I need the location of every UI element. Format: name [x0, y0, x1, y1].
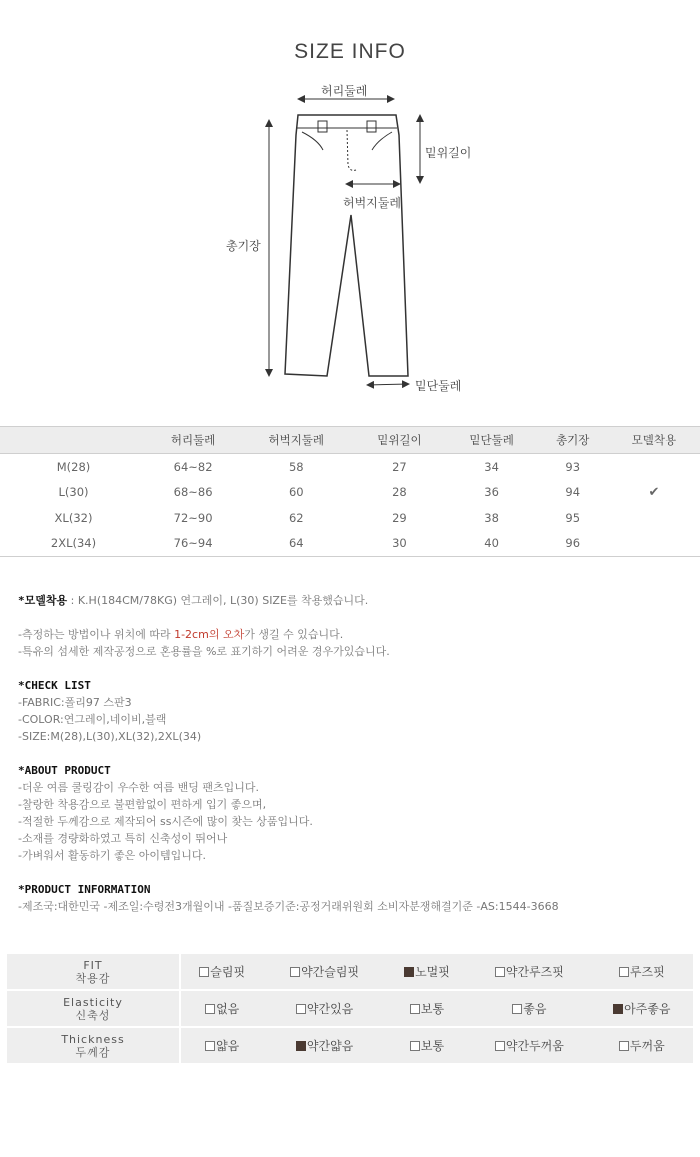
cell-thigh: 60 — [288, 485, 304, 500]
measure-note — [18, 626, 688, 643]
cell-rise: 27 — [392, 459, 407, 474]
cell-size: 2XL(34) — [0, 531, 147, 557]
check-icon: ✔ — [648, 484, 660, 500]
header-model: 모델착용 — [608, 427, 700, 454]
header-thigh: 허벅지둘레 — [239, 427, 353, 454]
cell-hem: 38 — [484, 510, 499, 525]
header-rise: 밑위길이 — [353, 427, 445, 454]
cell-waist: 76~94 — [147, 531, 239, 557]
table-row — [0, 505, 700, 531]
thickness-label-en: Thickness — [61, 1032, 125, 1046]
option-label: 노멀핏 — [415, 965, 450, 979]
elasticity-option — [263, 991, 385, 1028]
option-label: 루즈핏 — [629, 965, 665, 979]
checkbox-checked-icon — [296, 1041, 306, 1051]
thickness-label — [7, 1028, 181, 1065]
thickness-option — [591, 1028, 693, 1065]
elasticity-row — [7, 991, 693, 1028]
option-label: 약간있음 — [306, 1002, 354, 1016]
cell-model — [608, 531, 700, 557]
checkbox-icon — [410, 1004, 420, 1014]
checkbox-icon — [512, 1004, 522, 1014]
cell-thigh: 62 — [288, 510, 304, 525]
thickness-option — [386, 1028, 468, 1065]
option-label: 슬림핏 — [210, 965, 246, 979]
model-text: : K.H(184CM/78KG) 연그레이, L(30) SIZE를 착용했습니다. — [67, 594, 369, 607]
elasticity-label-en: Elasticity — [63, 995, 123, 1009]
fit-label-ko: 착용감 — [75, 971, 111, 985]
thickness-option — [181, 1028, 263, 1065]
cell-hem: 40 — [446, 531, 538, 557]
pants-diagram — [0, 70, 700, 400]
fit-label — [7, 954, 181, 991]
cell-waist: 72~90 — [173, 510, 213, 525]
check-item-size: -SIZE:M(28),L(30),XL(32),2XL(34) — [18, 730, 202, 743]
fit-option — [591, 954, 693, 991]
measure-text-end: 가 생길 수 있습니다. — [244, 628, 344, 641]
product-notes — [18, 592, 688, 915]
checkbox-icon — [619, 1041, 629, 1051]
cell-size: L(30) — [58, 485, 89, 500]
fit-option — [468, 954, 590, 991]
fit-table — [7, 954, 693, 1065]
cell-length: 96 — [538, 531, 608, 557]
page-title: SIZE INFO — [294, 40, 406, 63]
elasticity-label-ko: 신축성 — [75, 1008, 111, 1022]
option-label: 약간얇음 — [306, 1039, 354, 1053]
table-row — [0, 454, 700, 480]
about-item: -찰랑한 착용감으로 불편함없이 편하게 입기 좋으며, — [18, 798, 267, 811]
fit-option — [263, 954, 385, 991]
about-item: -소재를 경량화하였고 특히 신축성이 뛰어나 — [18, 832, 228, 845]
checkbox-icon — [199, 967, 209, 977]
thickness-option — [468, 1028, 590, 1065]
elasticity-option — [591, 991, 693, 1028]
checkbox-icon — [205, 1041, 215, 1051]
rise-label: 밑위길이 — [425, 146, 472, 160]
option-label: 얇음 — [216, 1039, 240, 1053]
fit-label-en: FIT — [83, 958, 103, 972]
about-item: -적절한 두께감으로 제작되어 ss시즌에 많이 찾는 상품입니다. — [18, 815, 313, 828]
option-label: 약간두꺼움 — [505, 1039, 564, 1053]
cell-length: 94 — [565, 485, 581, 500]
elasticity-option — [468, 991, 590, 1028]
error-range: 1-2cm의 오차 — [174, 628, 245, 641]
cell-waist: 68~86 — [173, 485, 213, 500]
option-label: 아주좋음 — [624, 1002, 671, 1016]
checkbox-icon — [205, 1004, 215, 1014]
blend-note: -특유의 섬세한 제작공정으로 혼용률을 %로 표기하기 어려운 경우가있습니다. — [18, 645, 390, 658]
cell-model — [608, 505, 700, 531]
cell-thigh: 58 — [288, 459, 304, 474]
option-label: 없음 — [216, 1002, 240, 1016]
check-list-heading: *CHECK LIST — [18, 679, 91, 692]
header-hem: 밑단둘레 — [446, 427, 538, 454]
measure-text: -측정하는 방법이나 위치에 따라 — [18, 628, 175, 641]
cell-rise: 30 — [353, 531, 445, 557]
cell-waist: 64~82 — [173, 459, 213, 474]
thigh-label: 허벅지둘레 — [343, 196, 401, 210]
option-label: 보통 — [420, 1039, 445, 1053]
checkbox-icon — [495, 967, 505, 977]
cell-rise: 28 — [392, 485, 407, 500]
cell-model — [608, 454, 700, 480]
cell-hem: 36 — [484, 485, 499, 500]
cell-rise: 29 — [392, 510, 407, 525]
option-label: 두꺼움 — [629, 1039, 665, 1053]
header-size — [0, 427, 147, 454]
info-text: -제조국:대한민국 -제조일:수령전3개월이내 -품질보증기준:공정거래위원회 소비자분쟁해결기준 -AS:1544-3668 — [18, 900, 559, 913]
check-item-color: -COLOR:연그레이,네이비,블랙 — [18, 713, 167, 726]
about-item: -더운 여름 쿨링감이 우수한 여름 밴딩 팬츠입니다. — [18, 781, 259, 794]
fit-option — [386, 954, 468, 991]
cell-length: 93 — [565, 459, 581, 474]
info-heading: *PRODUCT INFORMATION — [18, 883, 151, 896]
checkbox-checked-icon — [404, 967, 414, 977]
checkbox-icon — [495, 1041, 505, 1051]
check-item-fabric: -FABRIC:폴리97 스판3 — [18, 696, 132, 709]
thickness-option — [263, 1028, 385, 1065]
model-note — [18, 592, 688, 609]
model-heading: *모델착용 — [18, 594, 68, 607]
length-label: 총기장 — [226, 239, 261, 253]
option-label: 보통 — [420, 1002, 445, 1016]
table-row — [0, 480, 700, 506]
cell-size: XL(32) — [54, 510, 93, 525]
cell-length: 95 — [565, 510, 581, 525]
cell-thigh: 64 — [239, 531, 353, 557]
hem-label: 밑단둘레 — [415, 379, 462, 393]
checkbox-icon — [296, 1004, 306, 1014]
header-length: 총기장 — [538, 427, 608, 454]
table-row — [0, 531, 700, 557]
thickness-label-ko: 두께감 — [75, 1045, 111, 1059]
elasticity-option — [181, 991, 263, 1028]
about-heading: *ABOUT PRODUCT — [18, 764, 111, 777]
checkbox-icon — [290, 967, 300, 977]
fit-option — [181, 954, 263, 991]
size-table — [0, 426, 700, 557]
option-label: 약간루즈핏 — [505, 965, 564, 979]
option-label: 약간슬림핏 — [301, 965, 360, 979]
checkbox-icon — [410, 1041, 420, 1051]
header-waist: 허리둘레 — [147, 427, 239, 454]
checkbox-icon — [619, 967, 629, 977]
thickness-row — [7, 1028, 693, 1065]
waist-label: 허리둘레 — [321, 84, 368, 98]
elasticity-option — [386, 991, 468, 1028]
elasticity-label — [7, 991, 181, 1028]
fit-row — [7, 954, 693, 991]
cell-size: M(28) — [56, 459, 91, 474]
checkbox-checked-icon — [613, 1004, 623, 1014]
about-item: -가벼워서 활동하기 좋은 아이템입니다. — [18, 849, 206, 862]
cell-hem: 34 — [484, 459, 499, 474]
option-label: 좋음 — [523, 1002, 547, 1016]
